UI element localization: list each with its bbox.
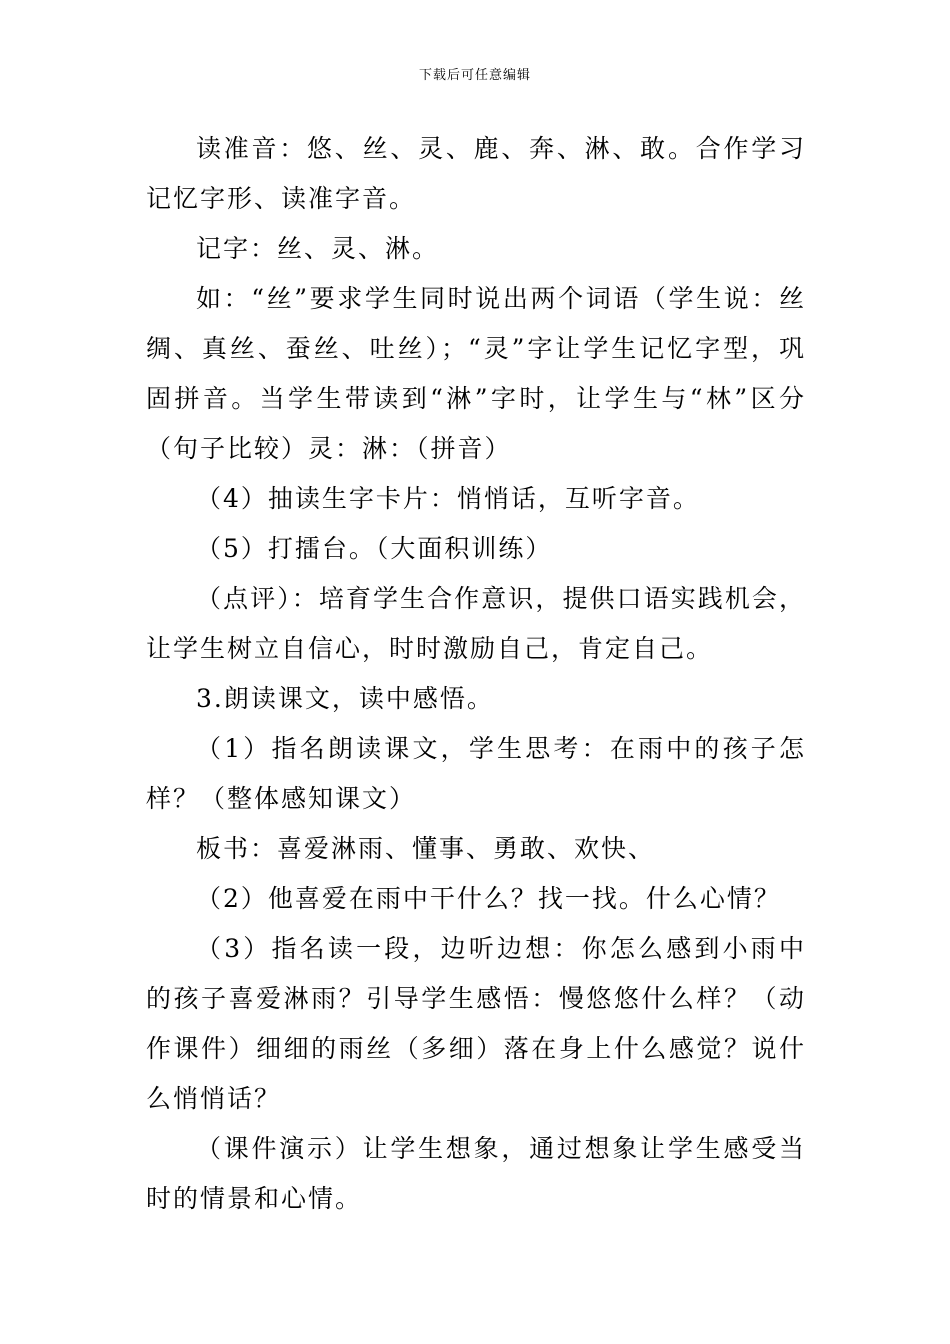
page-header: 下载后可任意编辑 bbox=[418, 68, 531, 83]
paragraph-example: 如：“丝”要求学生同时说出两个词语（学生说：丝绸、真丝、蚕丝、吐丝）；“灵”字让学生记忆字型，巩固拼音。当学生带读到“淋”字时，让学生与“林”区分（句子比较）灵：淋：（拼音） bbox=[146, 284, 806, 463]
paragraph-memorize-characters: 记字：丝、灵、淋。 bbox=[196, 234, 440, 263]
paragraph-step-1: （1）指名朗读课文，学生思考：在雨中的孩子怎样？（整体感知课文） bbox=[146, 734, 806, 813]
paragraph-step-2: （2）他喜爱在雨中干什么？找一找。什么心情？ bbox=[196, 884, 781, 913]
paragraph-section-3: 3.朗读课文，读中感悟。 bbox=[196, 684, 494, 713]
paragraph-comment: （点评）：培育学生合作意识，提供口语实践机会，让学生树立自信心，时时激励自己，肯定自己。 bbox=[146, 584, 806, 663]
paragraph-step-3: （3）指名读一段，边听边想：你怎么感到小雨中的孩子喜爱淋雨？引导学生感悟：慢悠悠什么样？（动作课件）细细的雨丝（多细）落在身上什么感觉？说什么悄悄话？ bbox=[146, 934, 806, 1113]
paragraph-pronunciation: 读准音：悠、丝、灵、鹿、奔、淋、敢。合作学习记忆字形、读准字音。 bbox=[146, 134, 806, 213]
document-body bbox=[146, 124, 806, 1224]
paragraph-step-5: （5）打擂台。（大面积训练） bbox=[196, 534, 553, 563]
paragraph-step-4: （4）抽读生字卡片：悄悄话，互听字音。 bbox=[196, 484, 700, 513]
paragraph-courseware-demo: （课件演示）让学生想象，通过想象让学生感受当时的情景和心情。 bbox=[146, 1134, 806, 1213]
paragraph-blackboard: 板书：喜爱淋雨、懂事、勇敢、欢快、 bbox=[196, 834, 656, 863]
